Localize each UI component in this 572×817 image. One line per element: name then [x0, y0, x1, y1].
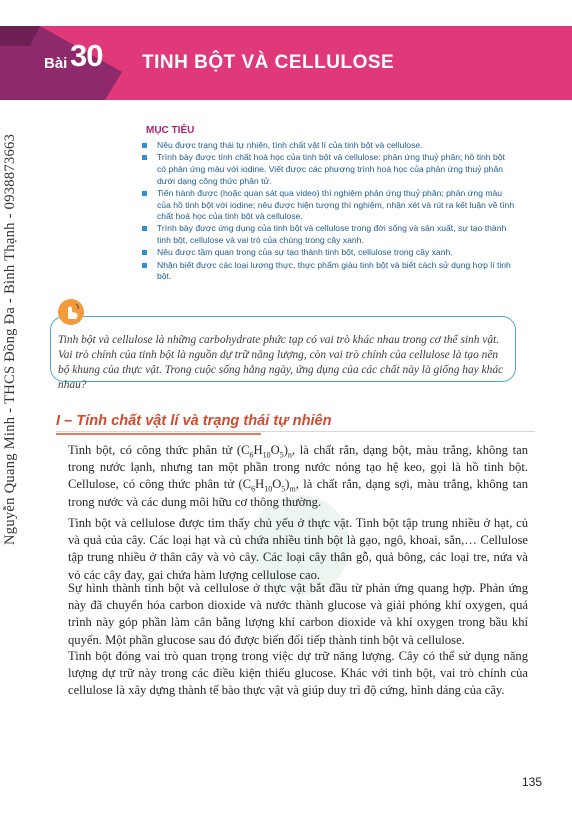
bullet-square-icon — [142, 191, 147, 196]
lesson-title: TINH BỘT VÀ CELLULOSE — [142, 52, 395, 73]
section-divider-accent — [56, 433, 261, 435]
intro-text: Tinh bột và cellulose là những carbohydrate phức tạp có vai trò khác nhau trong cơ thể sinh vật. Vai trò chính của tinh bột là nguồn dự trữ năng lượng, còn vai trò chính của cellulose là tạo nên bộ khung của thực vật. Trong cuộc sống hằng ngày, ứng dụng của các chất này là giống hay khác nhau? — [58, 334, 504, 391]
paragraph-2: Tinh bột và cellulose được tìm thấy chủ yếu ở thực vật. Tinh bột tập trung nhiều ở hạt, củ và quả của cây. Các loại hạt và củ chứa nhiều tinh bột là gạo, ngô, khoai, sắn,… Cellulose tập trung nhiều ở thân cây và vỏ cây. Các loại cây thân gỗ, quả bông, các loại tre, nứa và vỏ các cây đay, gai chứa hàm lượng cellulose cao. — [68, 516, 528, 582]
objective-item: Nêu được tầm quan trọng của sự tạo thành tinh bột, cellulose trong cây xanh. — [140, 247, 515, 259]
objective-item: Trình bày được tính chất hoá học của tinh bột và cellulose: phản ứng thuỷ phân; hồ tinh bột có phản ứng màu với iodine. Viết được các phương trình hoá học của phản ứng thuỷ phân dưới dạng công thức phân tử. — [140, 152, 515, 187]
objectives-list — [140, 140, 515, 283]
objective-item: Tiến hành được (hoặc quan sát qua video) thí nghiệm phản ứng thuỷ phân; phản ứng màu của hồ tinh bột với iodine; nêu được hiện tượng thí nghiệm, nhận xét và rút ra kết luận về tính chất hoá học của tinh bột và cellulose. — [140, 188, 515, 223]
lesson-number: 30 — [70, 38, 103, 73]
objective-item: Nhận biết được các loại lương thực, thực phẩm giàu tinh bột và biết cách sử dụng hợp lí tinh bột. — [140, 260, 515, 283]
objectives-title: MỤC TIÊU — [146, 125, 195, 136]
objective-item: Nêu được trạng thái tự nhiên, tính chất vật lí của tinh bột và cellulose. — [140, 140, 515, 152]
bullet-square-icon — [142, 226, 147, 231]
page-number: 135 — [522, 775, 543, 789]
section-heading: I – Tính chất vật lí và trạng thái tự nhiên — [56, 413, 332, 429]
paragraph-1: Tinh bột, có công thức phân tử $(C_6H_{10}O_5)_n$, là chất rắn, dạng bột, màu trắng, không tan trong nước lạnh, nhưng tan một phần trong nước nóng tạo hệ keo, gọi là hồ tinh bột. Cellulose, có công thức phân tử $(C_6H_{10}O_5)_m$, là chất rắn, dạng sợi, màu trắng, không tan trong nước và các dung môi hữu cơ thông thường. — [68, 443, 528, 509]
hand-pointer-icon — [57, 298, 85, 326]
paragraph-4: Tinh bột đóng vai trò quan trọng trong việc dự trữ năng lượng. Cây có thể sử dụng năng lượng dự trữ này trong các điều kiện thiếu glucose. Khác với tinh bột, vai trò chính của cellulose là xây dựng thành tế bào thực vật và giúp duy trì độ cứng, hình dáng của cây. — [68, 649, 528, 698]
objective-item: Trình bày được ứng dụng của tinh bột và cellulose trong đời sống và sản xuất, sự tạo thành tinh bột, cellulose và vai trò của chúng trong cây xanh. — [140, 223, 515, 246]
bullet-square-icon — [142, 263, 147, 268]
bullet-square-icon — [142, 250, 147, 255]
paragraph-3: Sự hình thành tinh bột và cellulose ở thực vật bắt đầu từ phản ứng quang hợp. Phản ứng này đã chuyển hóa carbon dioxide và nước thành glucose và giải phóng khí oxygen, quá trình này góp phần làm cân bằng lượng khí carbon dioxide và khí oxygen trong bầu khí quyển. Một phần glucose sau đó được biến đổi tiếp thành tinh bột và cellulose. — [68, 581, 528, 647]
bullet-square-icon — [142, 143, 147, 148]
bullet-square-icon — [142, 155, 147, 160]
side-watermark-text: Nguyễn Quang Minh - THCS Đồng Đa - Bình Thạnh - 0938873663 — [2, 133, 18, 545]
section-divider — [56, 431, 535, 432]
lesson-label: Bài — [44, 55, 68, 72]
